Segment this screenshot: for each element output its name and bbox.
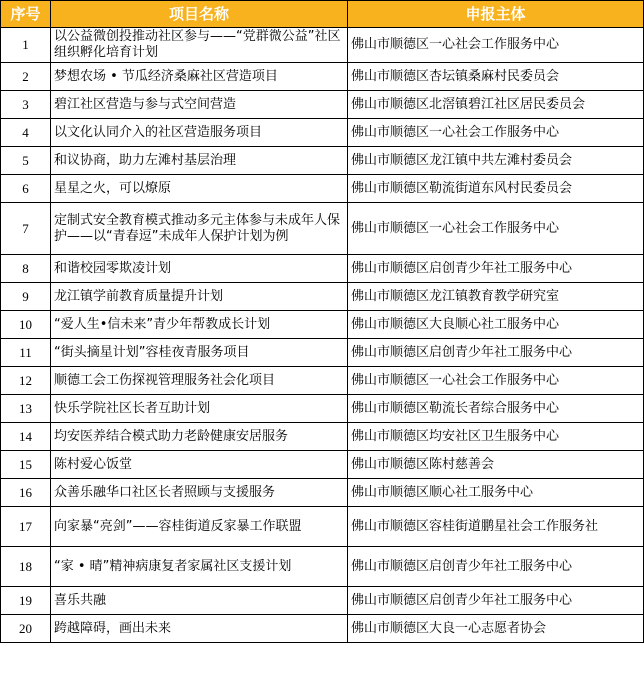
row-org: 佛山市顺德区杏坛镇桑麻村民委员会 xyxy=(348,63,644,91)
row-org: 佛山市顺德区启创青少年社工服务中心 xyxy=(348,255,644,283)
row-name: 快乐学院社区长者互助计划 xyxy=(51,395,348,423)
table-row xyxy=(1,479,644,507)
row-org: 佛山市顺德区龙江镇教育教学研究室 xyxy=(348,283,644,311)
row-name: 和议协商，助力左滩村基层治理 xyxy=(51,147,348,175)
table-row xyxy=(1,395,644,423)
row-org: 佛山市顺德区容桂街道鹏星社会工作服务社 xyxy=(348,507,644,547)
table-row xyxy=(1,283,644,311)
row-no: 12 xyxy=(1,367,51,395)
row-no: 8 xyxy=(1,255,51,283)
row-name: 顺德工会工伤探视管理服务社会化项目 xyxy=(51,367,348,395)
row-no: 3 xyxy=(1,91,51,119)
row-name: “家 • 晴”精神病康复者家属社区支援计划 xyxy=(51,547,348,587)
row-no: 19 xyxy=(1,587,51,615)
table-row xyxy=(1,147,644,175)
row-org: 佛山市顺德区龙江镇中共左滩村委员会 xyxy=(348,147,644,175)
header-org: 申报主体 xyxy=(348,1,644,28)
table-row xyxy=(1,63,644,91)
row-name: 向家暴“亮剑”——容桂街道反家暴工作联盟 xyxy=(51,507,348,547)
row-org: 佛山市顺德区陈村慈善会 xyxy=(348,451,644,479)
row-name: 星星之火，可以燎原 xyxy=(51,175,348,203)
row-org: 佛山市顺德区勒流长者综合服务中心 xyxy=(348,395,644,423)
table-row xyxy=(1,615,644,643)
table-row xyxy=(1,255,644,283)
row-org: 佛山市顺德区一心社会工作服务中心 xyxy=(348,367,644,395)
row-name: “爱人生•信未来”青少年帮教成长计划 xyxy=(51,311,348,339)
row-name: “街头摘星计划”容桂夜青服务项目 xyxy=(51,339,348,367)
table-row xyxy=(1,311,644,339)
row-no: 1 xyxy=(1,28,51,63)
header-name: 项目名称 xyxy=(51,1,348,28)
row-no: 11 xyxy=(1,339,51,367)
row-org: 佛山市顺德区大良一心志愿者协会 xyxy=(348,615,644,643)
table-row xyxy=(1,507,644,547)
row-name: 以公益微创投推动社区参与——“党群微公益”社区组织孵化培育计划 xyxy=(51,28,348,63)
table-row xyxy=(1,119,644,147)
row-no: 20 xyxy=(1,615,51,643)
row-name: 梦想农场 • 节瓜经济桑麻社区营造项目 xyxy=(51,63,348,91)
row-no: 14 xyxy=(1,423,51,451)
table-row xyxy=(1,175,644,203)
row-no: 18 xyxy=(1,547,51,587)
row-org: 佛山市顺德区顺心社工服务中心 xyxy=(348,479,644,507)
row-name: 龙江镇学前教育质量提升计划 xyxy=(51,283,348,311)
row-name: 跨越障碍，画出未来 xyxy=(51,615,348,643)
row-name: 碧江社区营造与参与式空间营造 xyxy=(51,91,348,119)
row-no: 15 xyxy=(1,451,51,479)
table-row xyxy=(1,203,644,255)
table-row xyxy=(1,587,644,615)
row-org: 佛山市顺德区一心社会工作服务中心 xyxy=(348,203,644,255)
row-no: 7 xyxy=(1,203,51,255)
row-org: 佛山市顺德区一心社会工作服务中心 xyxy=(348,28,644,63)
row-name: 以文化认同介入的社区营造服务项目 xyxy=(51,119,348,147)
row-no: 13 xyxy=(1,395,51,423)
row-name: 众善乐融华口社区长者照顾与支援服务 xyxy=(51,479,348,507)
row-no: 6 xyxy=(1,175,51,203)
row-no: 5 xyxy=(1,147,51,175)
row-org: 佛山市顺德区启创青少年社工服务中心 xyxy=(348,587,644,615)
table-row xyxy=(1,547,644,587)
row-org: 佛山市顺德区北滘镇碧江社区居民委员会 xyxy=(348,91,644,119)
row-org: 佛山市顺德区一心社会工作服务中心 xyxy=(348,119,644,147)
row-org: 佛山市顺德区均安社区卫生服务中心 xyxy=(348,423,644,451)
row-name: 陈村爱心饭堂 xyxy=(51,451,348,479)
header-no: 序号 xyxy=(1,1,51,28)
table-row xyxy=(1,339,644,367)
table-row xyxy=(1,367,644,395)
table-row xyxy=(1,451,644,479)
row-no: 17 xyxy=(1,507,51,547)
row-name: 定制式安全教育模式推动多元主体参与未成年人保护——以“青春逗”未成年人保护计划为例 xyxy=(51,203,348,255)
row-no: 4 xyxy=(1,119,51,147)
row-name: 喜乐共融 xyxy=(51,587,348,615)
table-row xyxy=(1,28,644,63)
row-no: 10 xyxy=(1,311,51,339)
row-no: 2 xyxy=(1,63,51,91)
row-name: 均安医养结合模式助力老龄健康安居服务 xyxy=(51,423,348,451)
row-org: 佛山市顺德区勒流街道东风村民委员会 xyxy=(348,175,644,203)
row-no: 16 xyxy=(1,479,51,507)
row-org: 佛山市顺德区启创青少年社工服务中心 xyxy=(348,339,644,367)
row-org: 佛山市顺德区大良顺心社工服务中心 xyxy=(348,311,644,339)
table-header-row xyxy=(1,1,644,28)
row-name: 和谐校园零欺凌计划 xyxy=(51,255,348,283)
row-no: 9 xyxy=(1,283,51,311)
row-org: 佛山市顺德区启创青少年社工服务中心 xyxy=(348,547,644,587)
table-row xyxy=(1,423,644,451)
table-row xyxy=(1,91,644,119)
